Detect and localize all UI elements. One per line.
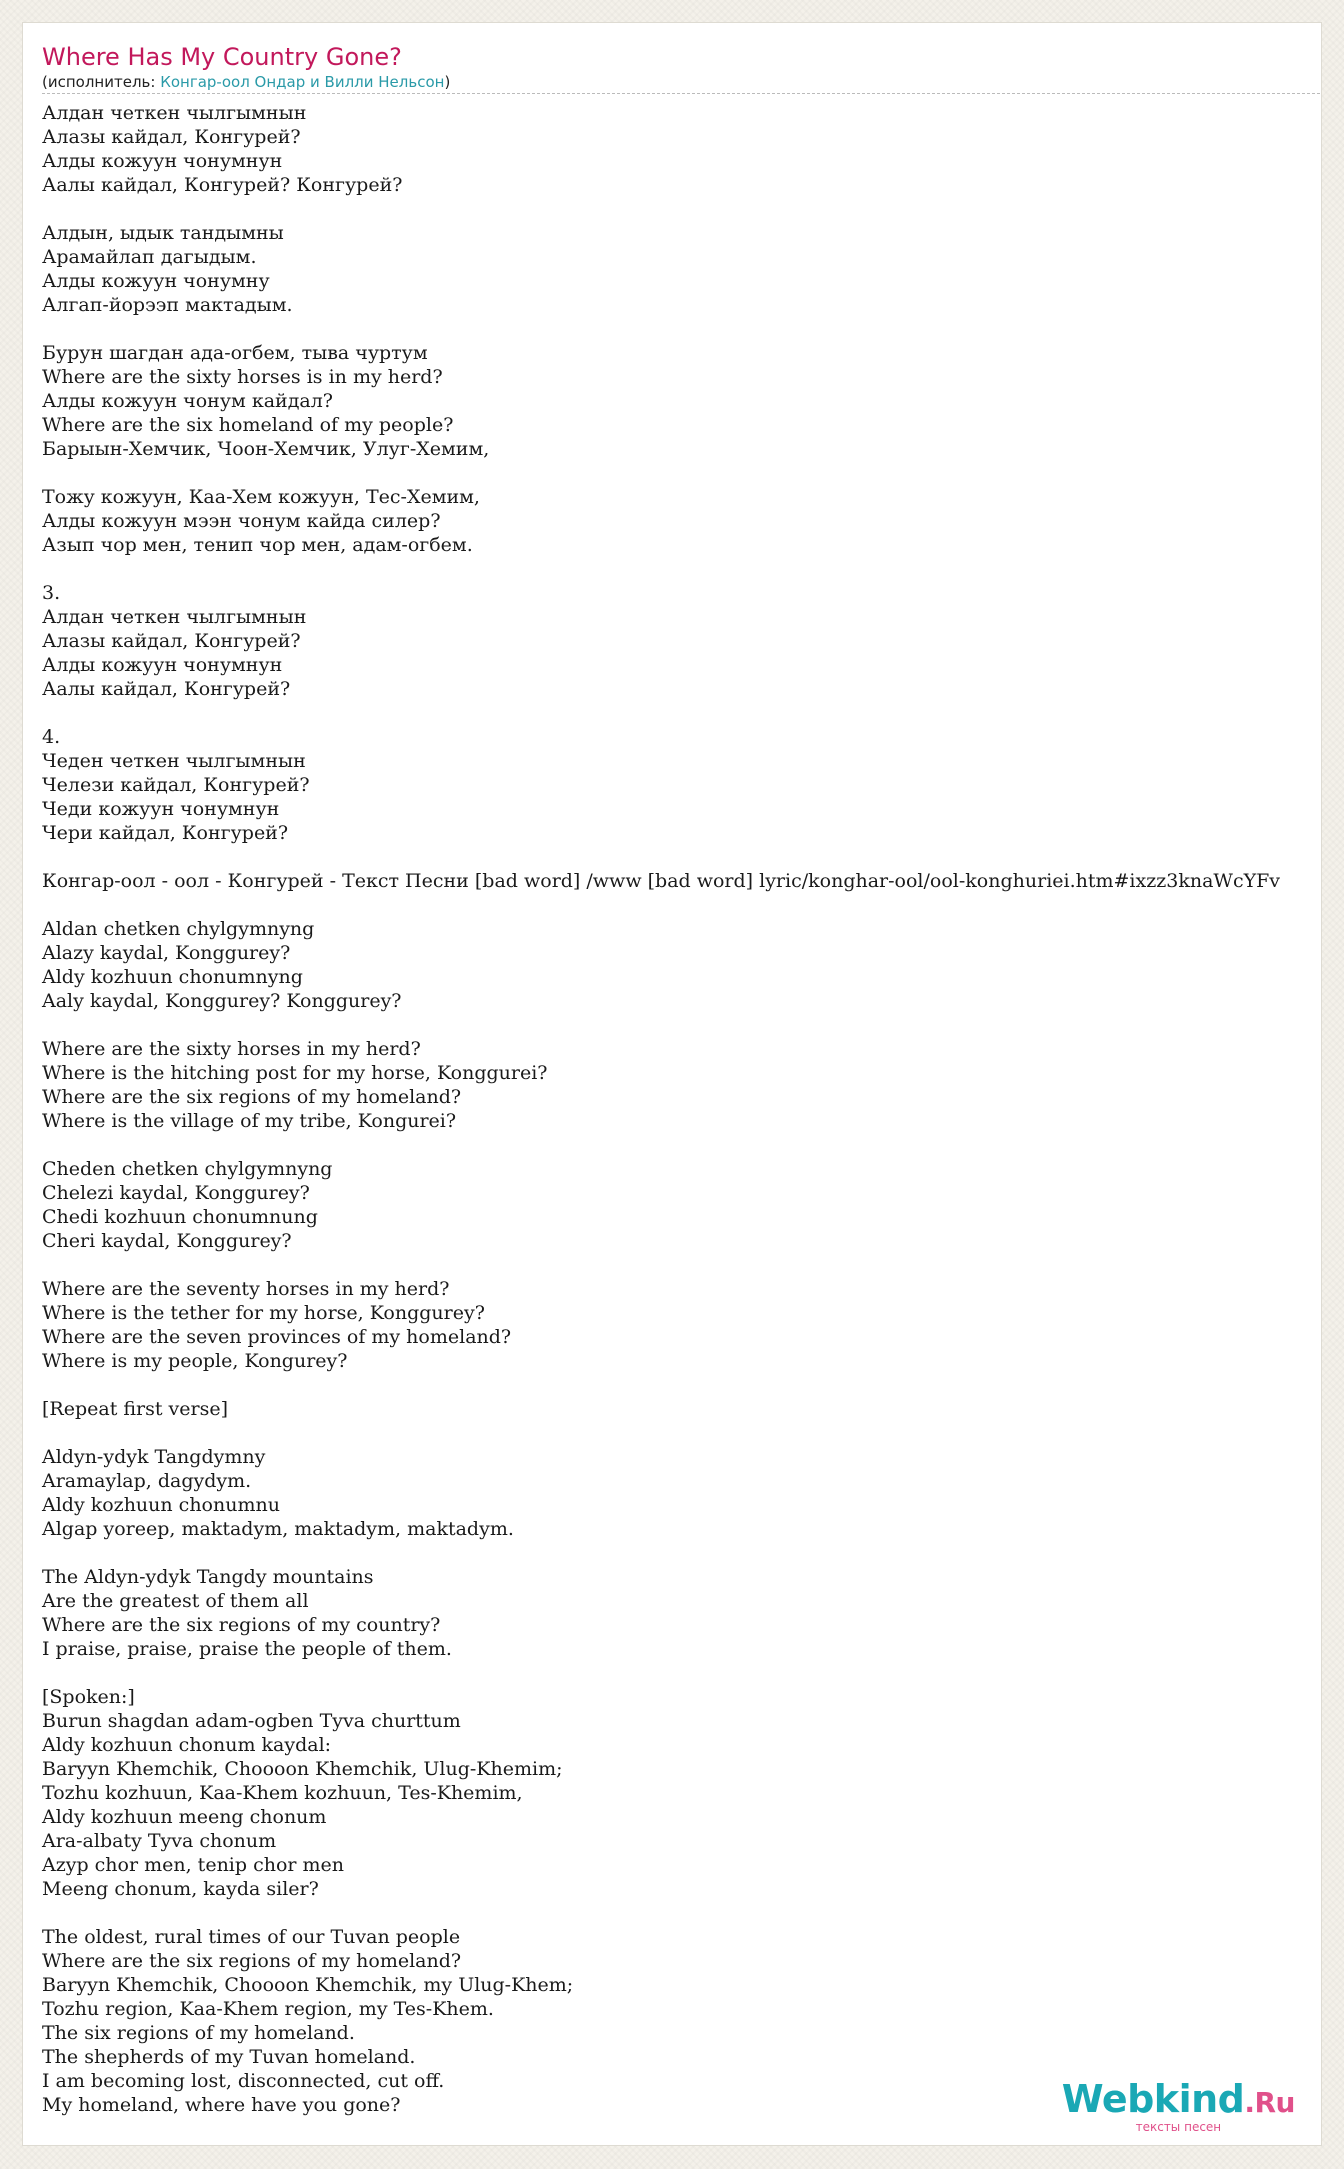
lyric-line: 4. [42,726,61,748]
lyric-line: Барыын-Хемчик, Чоон-Хемчик, Улуг-Хемим, [42,438,490,460]
lyric-line: [Repeat first verse] [42,1398,229,1420]
lyric-line: Where are the seventy horses in my herd? [42,1278,450,1300]
lyric-line: Алды кожуун чонумнун [42,654,283,676]
lyric-line: Where is the tether for my horse, Konggurey? [42,1302,485,1324]
lyric-line: The oldest, rural times of our Tuvan people [42,1926,461,1948]
lyric-line: Челези кайдал, Конгурей? [42,774,310,796]
lyric-line: The six regions of my homeland. [42,2022,355,2044]
lyric-line: Аалы кайдал, Конгурей? Конгурей? [42,174,403,196]
lyric-line: Where are the seven provinces of my homeland? [42,1326,512,1348]
lyric-line: Cheri kaydal, Konggurey? [42,1230,292,1252]
lyric-line: 3. [42,582,61,604]
lyric-line: [Spoken:] [42,1686,135,1708]
logo-wordmark [1062,2079,1295,2123]
artist-link[interactable]: Конгар-оол Ондар и Вилли Нельсон [160,73,445,91]
lyric-line: Where is the hitching post for my horse, Konggurei? [42,1062,548,1084]
lyric-line: Tozhu kozhuun, Kaa-Khem kozhuun, Tes-Khemim, [42,1782,523,1804]
logo-tagline: тексты песен [1135,2120,1222,2134]
webkind-logo[interactable] [1062,2079,1295,2133]
lyric-line: I praise, praise, praise the people of them. [42,1638,452,1660]
lyric-line: Алды кожуун чонум кайдал? [42,390,333,412]
lyric-line: Алды кожуун мээн чонум кайда силер? [42,510,441,532]
lyric-line: Aldy kozhuun meeng chonum [42,1806,327,1828]
logo-tld: .Ru [1244,2086,1295,2119]
lyric-line: Чеди кожуун чонумнун [42,798,280,820]
lyric-line: Алды кожуун чонумнун [42,150,283,172]
lyric-line: Baryyn Khemchik, Choooon Khemchik, my Ulug-Khem; [42,1974,574,1996]
lyric-line: Арамайлап дагыдым. [42,246,257,268]
lyric-line: Бурун шагдан ада-огбем, тыва чуртум [42,342,428,364]
artist-suffix: ) [444,73,451,91]
lyric-line: Аалы кайдал, Конгурей? [42,678,291,700]
lyric-line: Where are the sixty horses is in my herd? [42,366,443,388]
lyric-line: Aldy kozhuun chonum kaydal: [42,1734,332,1756]
lyric-line: Meeng chonum, kayda siler? [42,1878,319,1900]
lyric-line: Where are the sixty horses in my herd? [42,1038,421,1060]
lyric-line: Where is the village of my tribe, Kongurei? [42,1110,457,1132]
lyric-line: Алды кожуун чонумну [42,270,270,292]
lyric-line: Алдын, ыдык тандымны [42,222,284,244]
lyric-line: Конгар-оол - оол - Конгурей - Текст Песни [bad word] /www [bad word] lyric/konghar-ool/ool-konghuriei.htm#ixzz3knaWcYFv [42,870,1281,892]
lyric-line: Are the greatest of them all [42,1590,309,1612]
lyric-line: Algap yoreep, maktadym, maktadym, maktadym. [42,1518,514,1540]
lyric-line: Burun shagdan adam-ogben Tyva churttum [42,1710,461,1732]
lyric-line: Where are the six homeland of my people? [42,414,454,436]
lyric-line: Aldy kozhuun chonumnyng [42,966,303,988]
artist-line [42,71,1322,94]
lyric-line: Baryyn Khemchik, Choooon Khemchik, Ulug-Khemim; [42,1758,563,1780]
lyric-line: My homeland, where have you gone? [42,2094,401,2116]
lyric-line: Tozhu region, Kaa-Khem region, my Tes-Khem. [42,1998,494,2020]
lyric-line: Chedi kozhuun chonumnung [42,1206,318,1228]
lyric-line: Cheden chetken chylgymnyng [42,1158,333,1180]
lyric-line: Алазы кайдал, Конгурей? [42,126,301,148]
artist-prefix: (исполнитель: [42,73,161,91]
lyric-line: Where is my people, Kongurey? [42,1350,348,1372]
lyric-line: Алдан четкен чылгымнын [42,102,307,124]
lyric-line: Тожу кожуун, Каа-Хем кожуун, Тес-Хемим, [42,486,480,508]
lyric-line: Чеден четкен чылгымнын [42,750,306,772]
lyric-line: Ara-albaty Tyva chonum [42,1830,277,1852]
lyric-line: Aramaylap, dagydym. [42,1470,252,1492]
song-title: Where Has My Country Gone? [42,43,402,71]
lyric-line: Aldan chetken chylgymnyng [42,918,315,940]
lyric-line: Алдан четкен чылгымнын [42,606,307,628]
lyric-line: Чери кайдал, Конгурей? [42,822,289,844]
lyric-line: Where are the six regions of my country? [42,1614,441,1636]
lyric-line: I am becoming lost, disconnected, cut off. [42,2070,445,2092]
lyric-line: Azyp chor men, tenip chor men [42,1854,345,1876]
lyric-line: Where are the six regions of my homeland? [42,1950,462,1972]
lyric-line: Aldy kozhuun chonumnu [42,1494,280,1516]
logo-name: Webkind [1061,2077,1245,2121]
lyric-line: Азып чор мен, тенип чор мен, адам-огбем. [42,534,473,556]
lyric-line: The shepherds of my Tuvan homeland. [42,2046,416,2068]
lyrics-card [22,22,1322,2146]
lyric-line: Alazy kaydal, Konggurey? [42,942,291,964]
lyric-line: Алазы кайдал, Конгурей? [42,630,301,652]
lyric-line: Chelezi kaydal, Konggurey? [42,1182,310,1204]
lyric-line: Where are the six regions of my homeland? [42,1086,462,1108]
lyric-line: The Aldyn-ydyk Tangdy mountains [42,1566,374,1588]
lyric-line: Алгап-йорээп мактадым. [42,294,293,316]
lyric-line: Aldyn-ydyk Tangdymny [42,1446,266,1468]
lyrics-text [42,101,1280,2117]
lyric-line: Aaly kaydal, Konggurey? Konggurey? [42,990,402,1012]
